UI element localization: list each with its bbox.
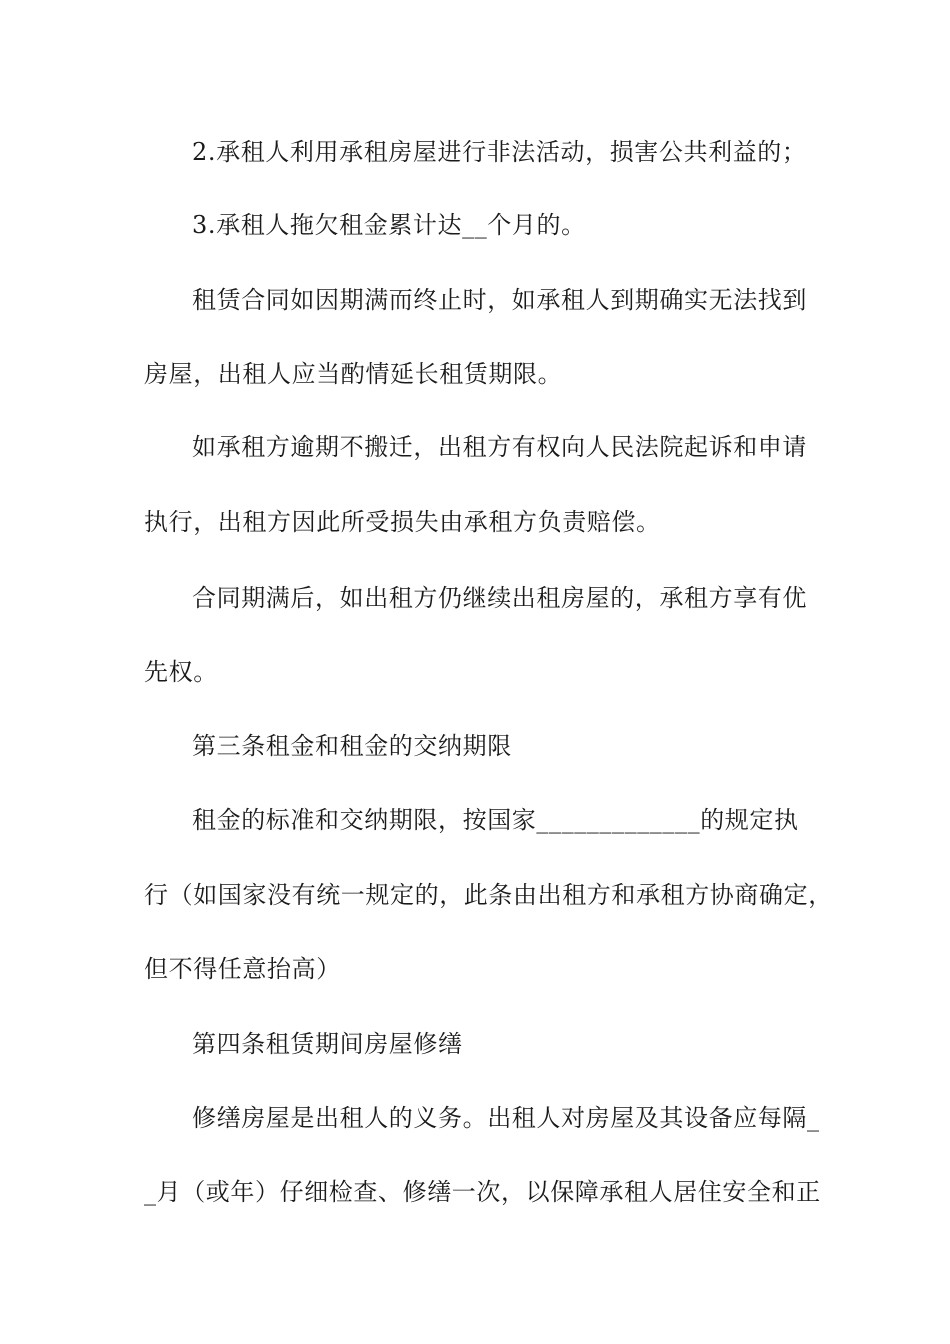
text-line: _月（或年）仔细检查、修缮一次，以保障承租人居住安全和正 bbox=[144, 1178, 821, 1206]
text-line: 如承租方逾期不搬迁，出租方有权向人民法院起诉和申请 bbox=[192, 433, 807, 461]
text-line: 租金的标准和交纳期限，按国家_____________的规定执 bbox=[192, 806, 799, 834]
text-line: 修缮房屋是出租人的义务。出租人对房屋及其设备应每隔_ bbox=[192, 1104, 820, 1132]
text-line: 合同期满后，如出租方仍继续出租房屋的，承租方享有优 bbox=[192, 584, 807, 612]
text-line: 3.承租人拖欠租金累计达__个月的。 bbox=[192, 211, 586, 239]
section-heading: 第三条租金和租金的交纳期限 bbox=[192, 732, 512, 760]
text-line: 行（如国家没有统一规定的，此条由出租方和承租方协商确定， bbox=[144, 881, 833, 909]
text-line: 2.承租人利用承租房屋进行非法活动，损害公共利益的； bbox=[192, 138, 807, 166]
text-line: 但不得任意抬高） bbox=[144, 955, 341, 983]
text-line: 执行，出租方因此所受损失由承租方负责赔偿。 bbox=[144, 508, 661, 536]
text-line: 房屋，出租人应当酌情延长租赁期限。 bbox=[144, 360, 563, 388]
section-heading: 第四条租赁期间房屋修缮 bbox=[192, 1030, 463, 1058]
text-line: 先权。 bbox=[144, 658, 218, 686]
text-line: 租赁合同如因期满而终止时，如承租人到期确实无法找到 bbox=[192, 286, 807, 314]
